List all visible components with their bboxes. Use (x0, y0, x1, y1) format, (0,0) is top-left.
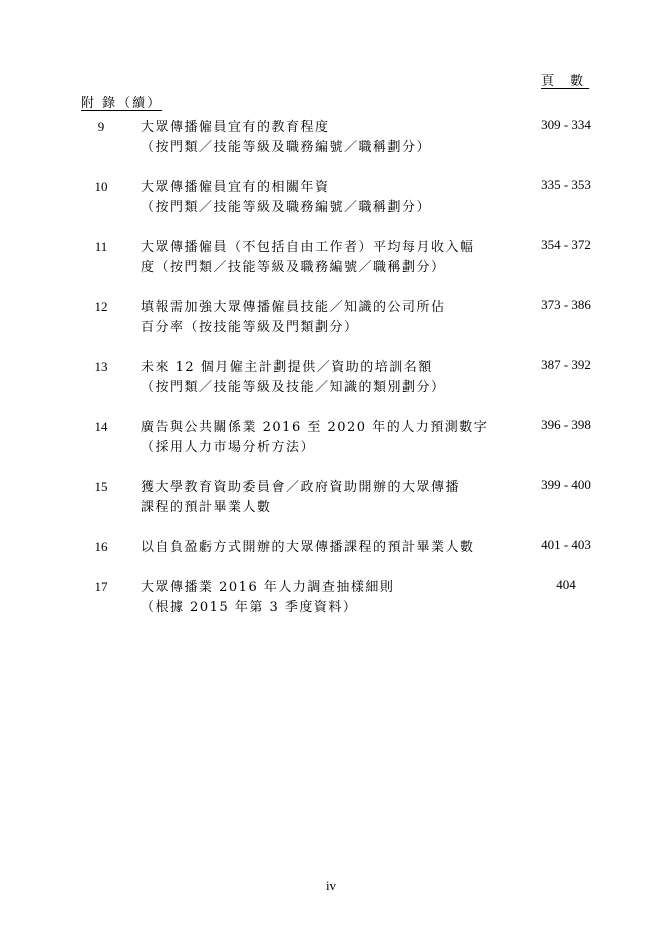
page-column-header: 頁 數 (541, 74, 590, 89)
entry-title: 獲大學教育資助委員會／政府資助開辦的大眾傳播 課程的預計畢業人數 (141, 480, 461, 515)
entry-page-range: 373 - 386 (541, 297, 591, 312)
entry-number: 9 (97, 119, 105, 134)
entry-number: 15 (94, 479, 108, 494)
entry-page-range: 387 - 392 (541, 357, 591, 372)
entry-title: 大眾傳播僱員宜有的相關年資 （按門類／技能等級及職務編號／職稱劃分） (141, 180, 432, 215)
page-number: iv (325, 878, 337, 893)
entry-number: 16 (94, 539, 108, 554)
entry-title: 以自負盈虧方式開辦的大眾傳播課程的預計畢業人數 (141, 540, 475, 555)
entry-page-range: 354 - 372 (541, 237, 591, 252)
entry-number: 14 (94, 419, 108, 434)
entry-title: 廣告與公共關係業 2016 至 2020 年的人力預測數字 （採用人力市場分析方法） (141, 420, 489, 455)
entry-page-range: 335 - 353 (541, 177, 591, 192)
entry-title: 未來 12 個月僱主計劃提供／資助的培訓名額 （按門類／技能等級及技能／知識的類別劃分） (141, 360, 446, 395)
entry-title: 大眾傳播僱員宜有的教育程度 （按門類／技能等級及職務編號／職稱劃分） (141, 120, 432, 155)
section-heading: 附 錄（續） (81, 96, 163, 111)
entry-page-range: 401 - 403 (541, 537, 591, 552)
entry-number: 12 (94, 299, 108, 314)
entry-page-range: 399 - 400 (541, 477, 591, 492)
entry-page-range: 396 - 398 (541, 417, 591, 432)
entry-number: 11 (94, 239, 108, 254)
entry-title: 填報需加強大眾傳播僱員技能／知識的公司所佔 百分率（按技能等級及門類劃分） (141, 300, 446, 335)
entry-page-range: 309 - 334 (541, 117, 591, 132)
entry-number: 10 (94, 179, 108, 194)
entry-page-range: 404 (556, 577, 576, 592)
entry-number: 17 (94, 579, 108, 594)
entry-title: 大眾傳播僱員（不包括自由工作者）平均每月收入幅 度（按門類／技能等級及職務編號／職稱劃分） (141, 240, 475, 275)
entry-number: 13 (94, 359, 108, 374)
entry-title: 大眾傳播業 2016 年人力調查抽樣細則 （根據 2015 年第 3 季度資料） (141, 580, 395, 615)
